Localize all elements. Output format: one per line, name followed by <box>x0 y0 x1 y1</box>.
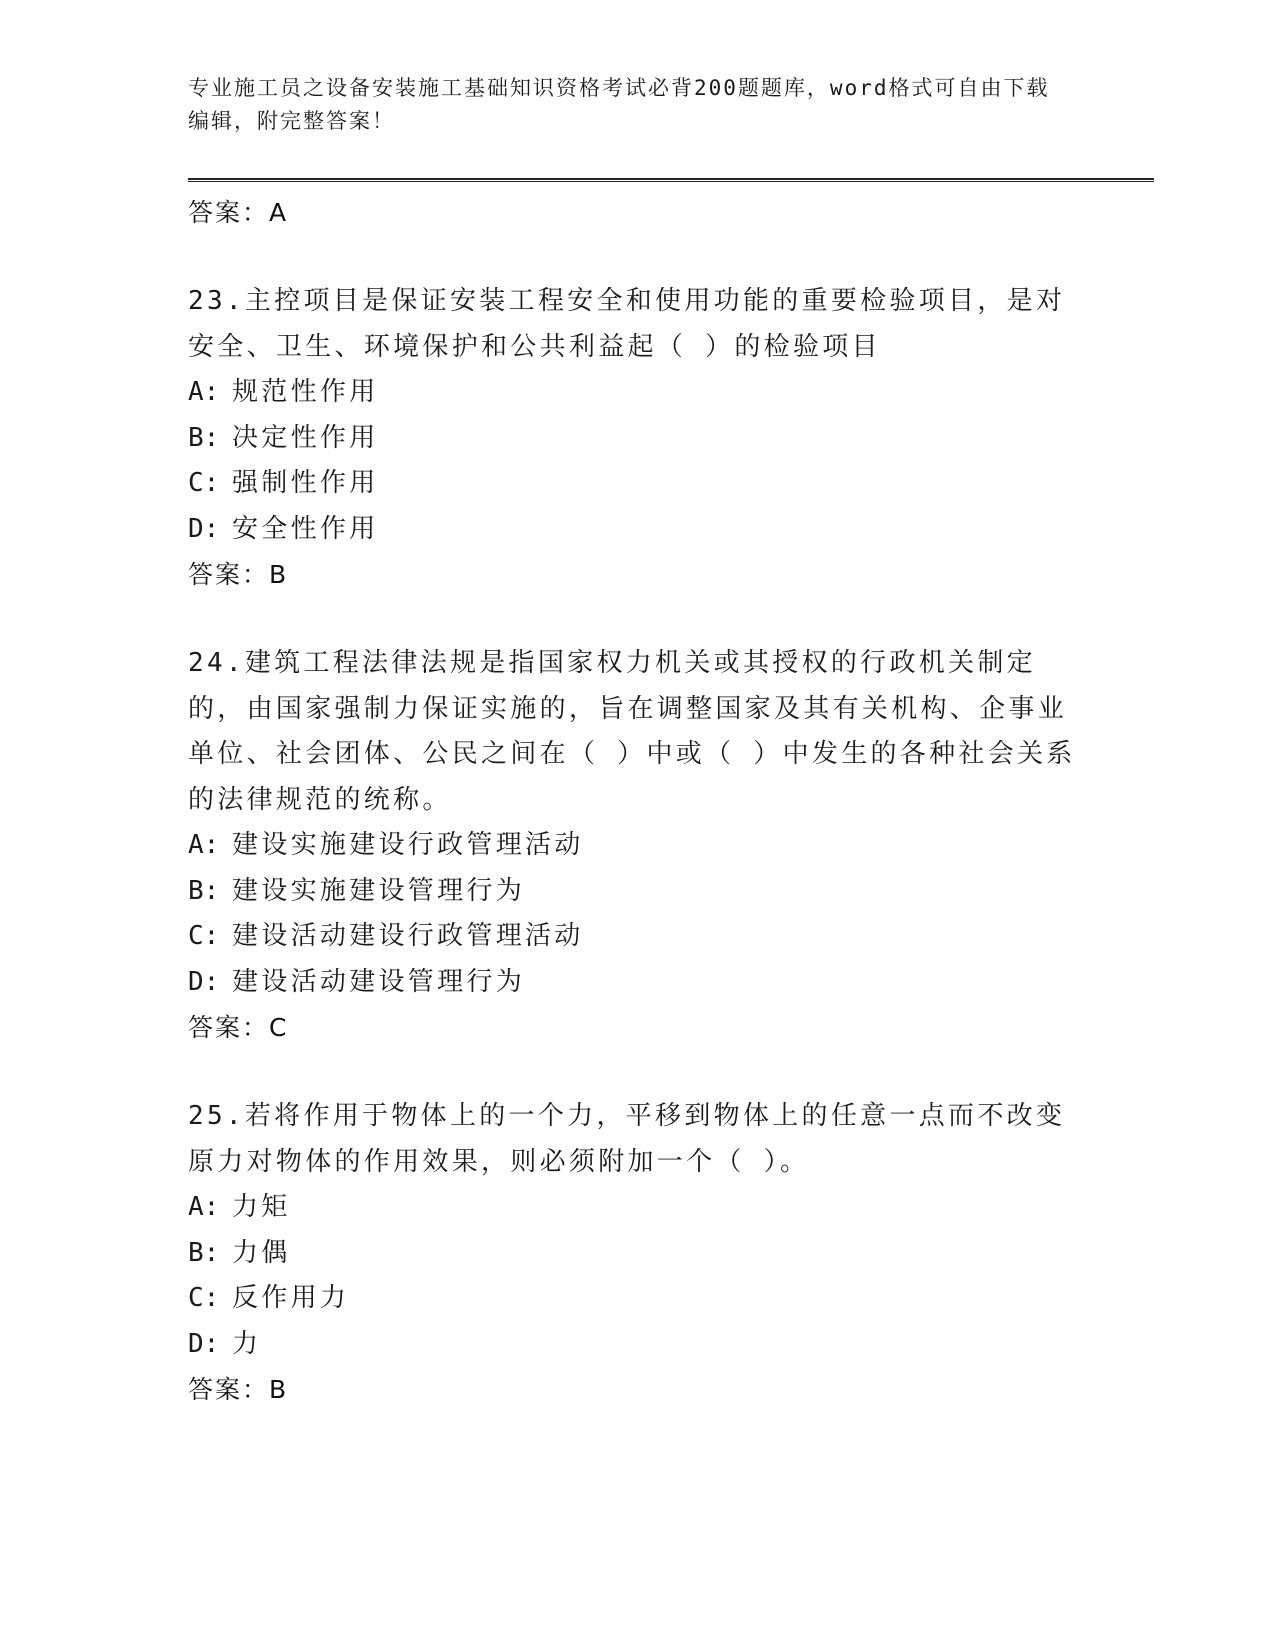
option-text: 建设实施建设行政管理活动 <box>232 830 584 860</box>
option-text: 建设活动建设行政管理活动 <box>232 921 584 951</box>
question-stem: 23.主控项目是保证安装工程安全和使用功能的重要检验项目，是对安全、卫生、环境保护和公共利益起（ ）的检验项目 <box>188 286 1066 362</box>
option-c <box>188 1276 1088 1322</box>
option-text: 建设活动建设管理行为 <box>232 966 526 997</box>
option-text: 规范性作用 <box>232 377 379 407</box>
answer-line: 答案：C <box>188 1013 289 1042</box>
question-24 <box>188 641 1088 1051</box>
document-body <box>188 190 1088 1413</box>
option-text: 力 <box>232 1328 262 1359</box>
option-b <box>188 416 1088 462</box>
option-text: 强制性作用 <box>232 468 379 498</box>
option-letter: C: <box>188 921 220 951</box>
option-c <box>188 461 1088 507</box>
answer-line: 答案：A <box>188 198 289 227</box>
option-text: 安全性作用 <box>232 513 379 544</box>
answer-line: 答案：B <box>188 560 289 589</box>
option-text: 决定性作用 <box>232 422 379 453</box>
page-header: 专业施工员之设备安装施工基础知识资格考试必背200题题库，word格式可自由下载编辑，附完整答案！ <box>188 76 1050 133</box>
option-letter: D: <box>188 1328 220 1359</box>
option-letter: C: <box>188 468 220 498</box>
option-c <box>188 914 1088 960</box>
option-b <box>188 1231 1088 1277</box>
option-letter: B: <box>188 875 220 906</box>
option-text: 建设实施建设管理行为 <box>232 875 526 906</box>
option-d <box>188 960 1088 1006</box>
answer-line: 答案：B <box>188 1375 289 1404</box>
option-a <box>188 1185 1088 1231</box>
option-letter: D: <box>188 513 220 544</box>
option-b <box>188 869 1088 915</box>
option-d <box>188 507 1088 553</box>
option-letter: B: <box>188 422 220 453</box>
option-letter: B: <box>188 1237 220 1268</box>
option-letter: A: <box>188 830 220 860</box>
header-divider <box>188 178 1154 182</box>
option-a <box>188 370 1088 416</box>
option-letter: C: <box>188 1283 220 1313</box>
option-letter: A: <box>188 1192 220 1222</box>
option-letter: A: <box>188 377 220 407</box>
option-d <box>188 1322 1088 1368</box>
option-letter: D: <box>188 966 220 997</box>
question-25 <box>188 1094 1088 1413</box>
question-stem: 24.建筑工程法律法规是指国家权力机关或其授权的行政机关制定的，由国家强制力保证实施的，旨在调整国家及其有关机构、企事业单位、社会团体、公民之间在（ ）中或（ ）中发生的各种社会关系的法律规范的统称。 <box>188 648 1076 815</box>
question-23 <box>188 279 1088 598</box>
option-text: 力偶 <box>232 1237 291 1268</box>
option-text: 力矩 <box>232 1192 291 1222</box>
question-stem: 25.若将作用于物体上的一个力，平移到物体上的任意一点而不改变原力对物体的作用效果，则必须附加一个（ ）。 <box>188 1101 1066 1177</box>
option-a <box>188 823 1088 869</box>
option-text: 反作用力 <box>232 1283 350 1313</box>
